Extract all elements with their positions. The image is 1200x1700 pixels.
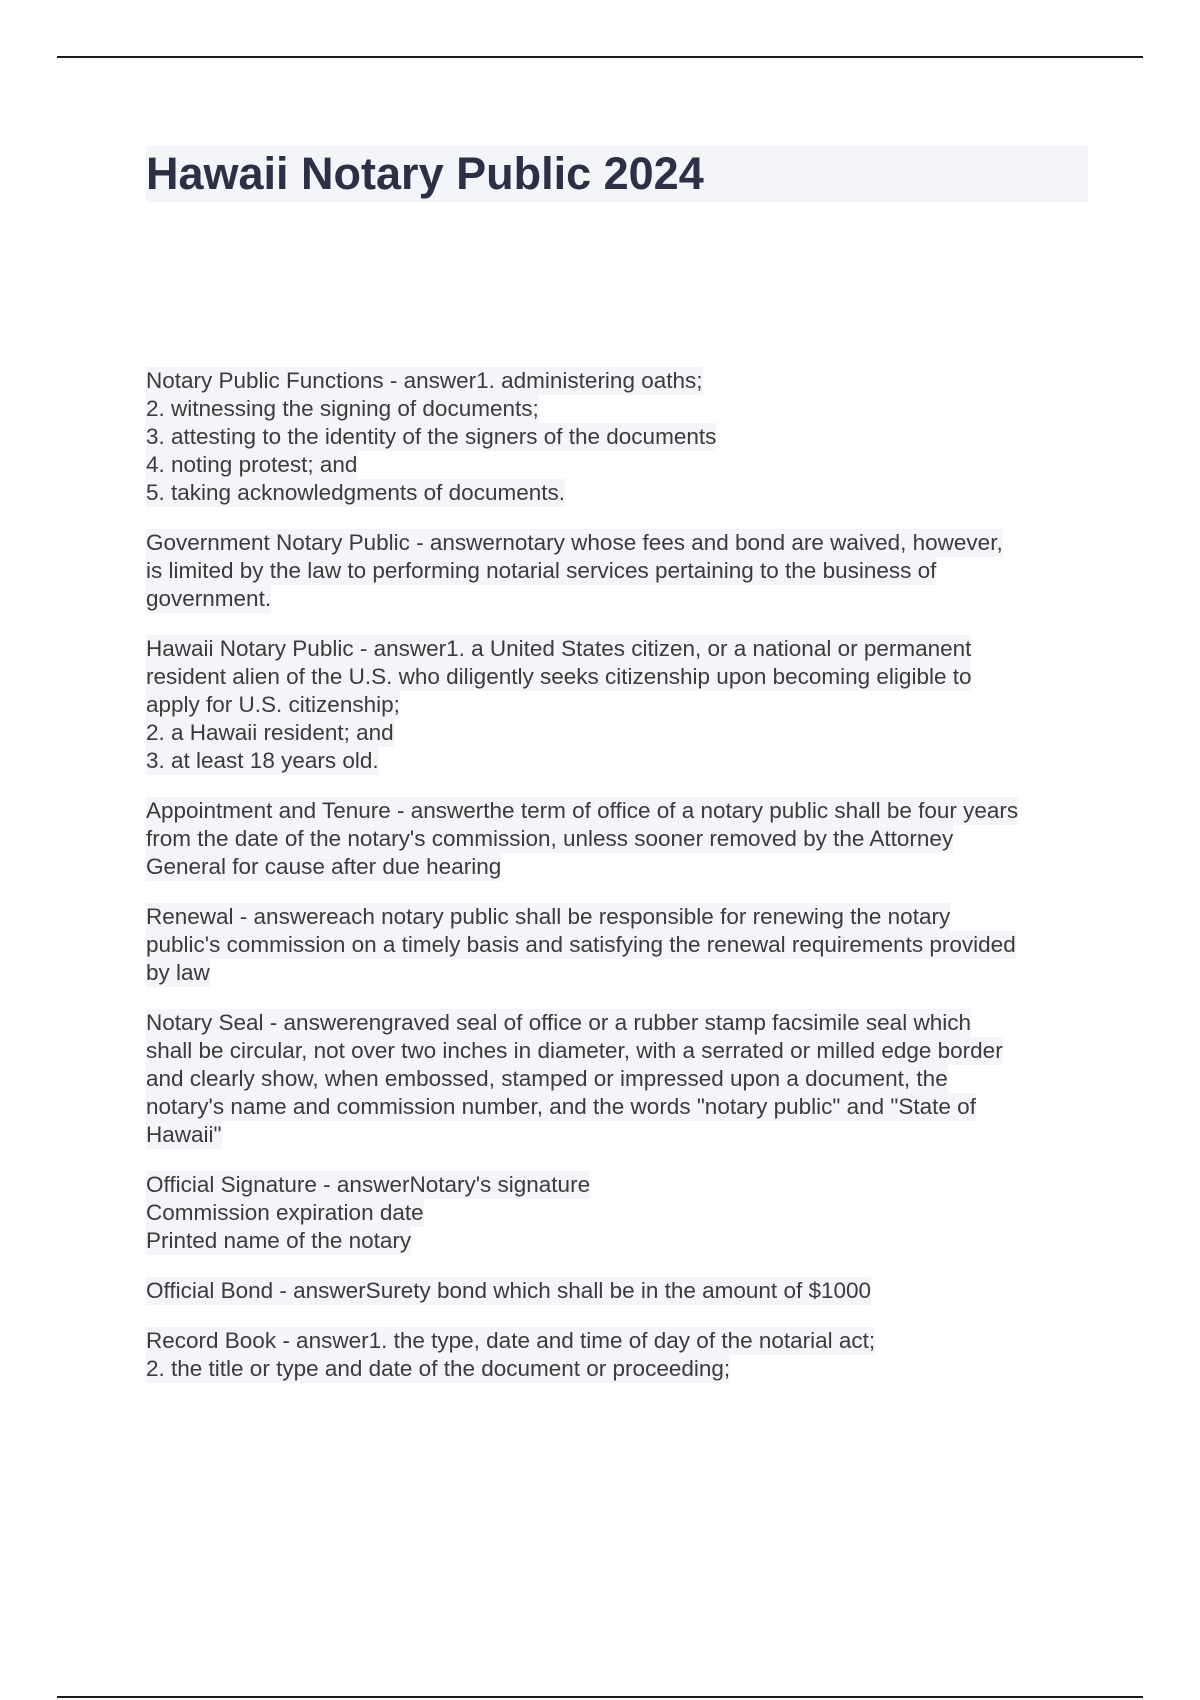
flashcard-line: 4. noting protest; and [146, 452, 358, 477]
flashcard-line: 2. witnessing the signing of documents; [146, 396, 539, 421]
flashcard-line: Government Notary Public - answernotary whose fees and bond are waived, however, [146, 530, 1003, 555]
flashcard-line: Notary Seal - answerengraved seal of office or a rubber stamp facsimile seal which [146, 1010, 971, 1035]
flashcard-entry [146, 1327, 1096, 1383]
flashcard-line: resident alien of the U.S. who diligently seeks citizenship upon becoming eligible to [146, 664, 972, 689]
flashcard-line: notary's name and commission number, and the words "notary public" and "State of [146, 1094, 976, 1119]
flashcard-line: and clearly show, when embossed, stamped or impressed upon a document, the [146, 1066, 948, 1091]
flashcard-line: 2. the title or type and date of the document or proceeding; [146, 1356, 731, 1381]
flashcard-line: Commission expiration date [146, 1200, 424, 1225]
flashcard-line: Renewal - answereach notary public shall be responsible for renewing the notary [146, 904, 951, 929]
flashcard-line: Hawaii" [146, 1122, 222, 1147]
flashcard-line: by law [146, 960, 210, 985]
flashcard-line: Official Signature - answerNotary's signature [146, 1172, 591, 1197]
page-title: Hawaii Notary Public 2024 [146, 148, 704, 199]
flashcard-line: Notary Public Functions - answer1. administering oaths; [146, 368, 703, 393]
flashcard-entry [146, 903, 1096, 987]
flashcard-line: government. [146, 586, 272, 611]
flashcard-line: Printed name of the notary [146, 1228, 412, 1253]
flashcard-entry [146, 529, 1096, 613]
flashcard-entry [146, 1171, 1096, 1255]
flashcard-line: 3. attesting to the identity of the signers of the documents [146, 424, 717, 449]
flashcard-line: Record Book - answer1. the type, date and time of day of the notarial act; [146, 1328, 876, 1353]
flashcard-entry [146, 1009, 1096, 1149]
flashcard-entry [146, 797, 1096, 881]
bottom-rule [57, 1696, 1143, 1698]
flashcard-line: shall be circular, not over two inches in diameter, with a serrated or milled edge border [146, 1038, 1003, 1063]
flashcard-entry [146, 635, 1096, 775]
flashcard-line: Official Bond - answerSurety bond which shall be in the amount of $1000 [146, 1278, 872, 1303]
flashcard-line: Hawaii Notary Public - answer1. a United States citizen, or a national or permanent [146, 636, 972, 661]
flashcard-entry [146, 367, 1096, 507]
flashcard-line: from the date of the notary's commission, unless sooner removed by the Attorney [146, 826, 954, 851]
top-rule [57, 56, 1143, 58]
flashcard-list [146, 367, 1096, 1405]
flashcard-line: Appointment and Tenure - answerthe term of office of a notary public shall be four years [146, 798, 1019, 823]
flashcard-line: 5. taking acknowledgments of documents. [146, 480, 565, 505]
flashcard-line: 2. a Hawaii resident; and [146, 720, 394, 745]
flashcard-line: is limited by the law to performing notarial services pertaining to the business of [146, 558, 937, 583]
flashcard-line: apply for U.S. citizenship; [146, 692, 400, 717]
flashcard-line: public's commission on a timely basis and satisfying the renewal requirements provided [146, 932, 1016, 957]
flashcard-line: 3. at least 18 years old. [146, 748, 379, 773]
flashcard-entry [146, 1277, 1096, 1305]
flashcard-line: General for cause after due hearing [146, 854, 502, 879]
